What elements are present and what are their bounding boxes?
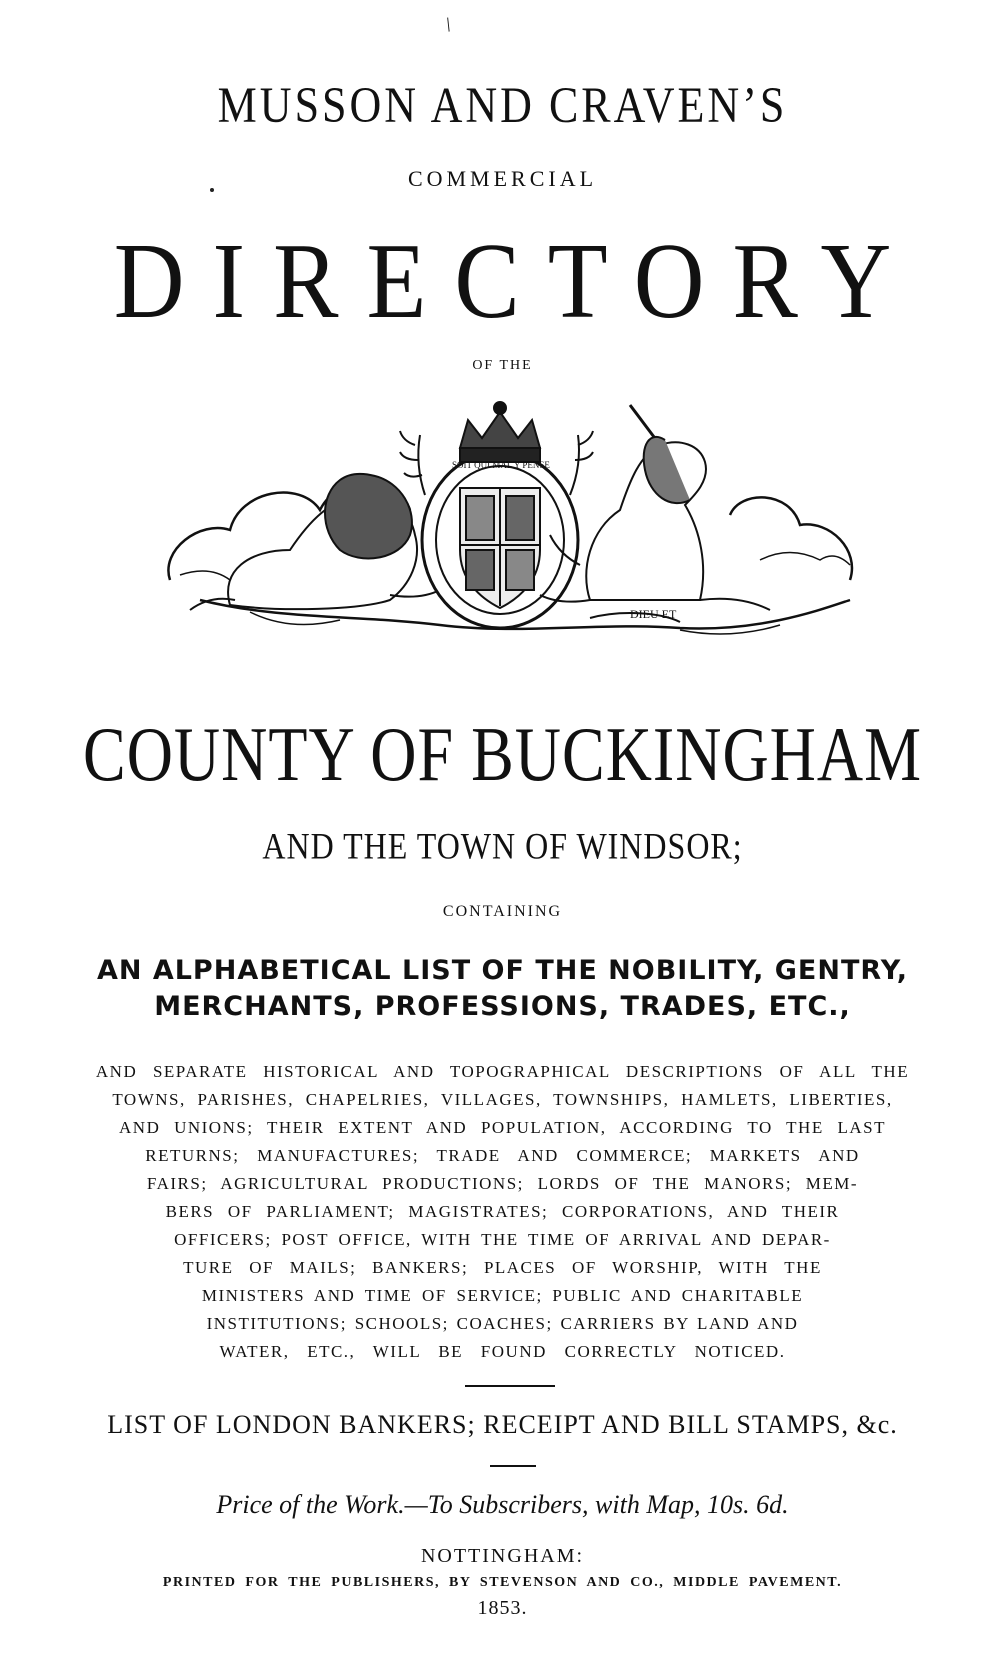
garter-motto-text: SOIT QUI MAL Y PENSE [452, 460, 550, 470]
description-line: TURE OF MAILS; BANKERS; PLACES OF WORSHIP, WITH THE [183, 1258, 822, 1277]
description-line: RETURNS; MANUFACTURES; TRADE AND COMMERCE; MARKETS AND [145, 1146, 860, 1165]
windsor-subheading: AND THE TOWN OF WINDSOR; [262, 825, 743, 867]
london-bankers-line: LIST OF LONDON BANKERS; RECEIPT AND BILL STAMPS, &c. [107, 1410, 898, 1439]
description-line: BERS OF PARLIAMENT; MAGISTRATES; CORPORATIONS, AND THEIR [165, 1202, 840, 1221]
publisher-title: MUSSON AND CRAVEN’S [217, 77, 788, 134]
description-line: INSTITUTIONS; SCHOOLS; COACHES; CARRIERS BY LAND AND [206, 1314, 799, 1333]
commercial-heading: COMMERCIAL [407, 166, 598, 191]
divider-rule [465, 1385, 555, 1387]
alphabetical-list-line-1: AN ALPHABETICAL LIST OF THE NOBILITY, GENTRY, [96, 955, 909, 986]
imprint-printer: PRINTED FOR THE PUBLISHERS, BY STEVENSON AND CO., MIDDLE PAVEMENT. [162, 1575, 843, 1590]
county-heading: COUNTY OF BUCKINGHAM [83, 711, 922, 797]
description-line: AND SEPARATE HISTORICAL AND TOPOGRAPHICAL DESCRIPTIONS OF ALL THE [95, 1062, 910, 1081]
of-the-text: OF THE [472, 358, 533, 373]
description-line: WATER, ETC., WILL BE FOUND CORRECTLY NOTICED. [219, 1342, 786, 1361]
description-line: FAIRS; AGRICULTURAL PRODUCTIONS; LORDS OF THE MANORS; MEM- [146, 1174, 859, 1193]
imprint-year: 1853. [477, 1597, 528, 1619]
imprint-place: NOTTINGHAM: [420, 1545, 585, 1567]
pencil-mark: / [441, 13, 456, 37]
description-line: OFFICERS; POST OFFICE, WITH THE TIME OF ARRIVAL AND DEPAR- [174, 1230, 831, 1249]
motto-ribbon-text: DIEU ET [630, 607, 677, 621]
description-line: AND UNIONS; THEIR EXTENT AND POPULATION, ACCORDING TO THE LAST [119, 1118, 886, 1137]
directory-heading: DIRECTORY [113, 222, 920, 342]
description-line: MINISTERS AND TIME OF SERVICE; PUBLIC AND CHARITABLE [201, 1286, 804, 1305]
containing-text: CONTAINING [442, 903, 563, 920]
description-line: TOWNS, PARISHES, CHAPELRIES, VILLAGES, TOWNSHIPS, HAMLETS, LIBERTIES, [112, 1090, 893, 1109]
royal-coat-of-arms-illustration [160, 400, 860, 670]
alphabetical-list-line-2: MERCHANTS, PROFESSIONS, TRADES, ETC., [154, 991, 851, 1022]
divider-rule [490, 1465, 536, 1467]
price-line: Price of the Work.—To Subscribers, with Map, 10s. 6d. [216, 1490, 789, 1519]
